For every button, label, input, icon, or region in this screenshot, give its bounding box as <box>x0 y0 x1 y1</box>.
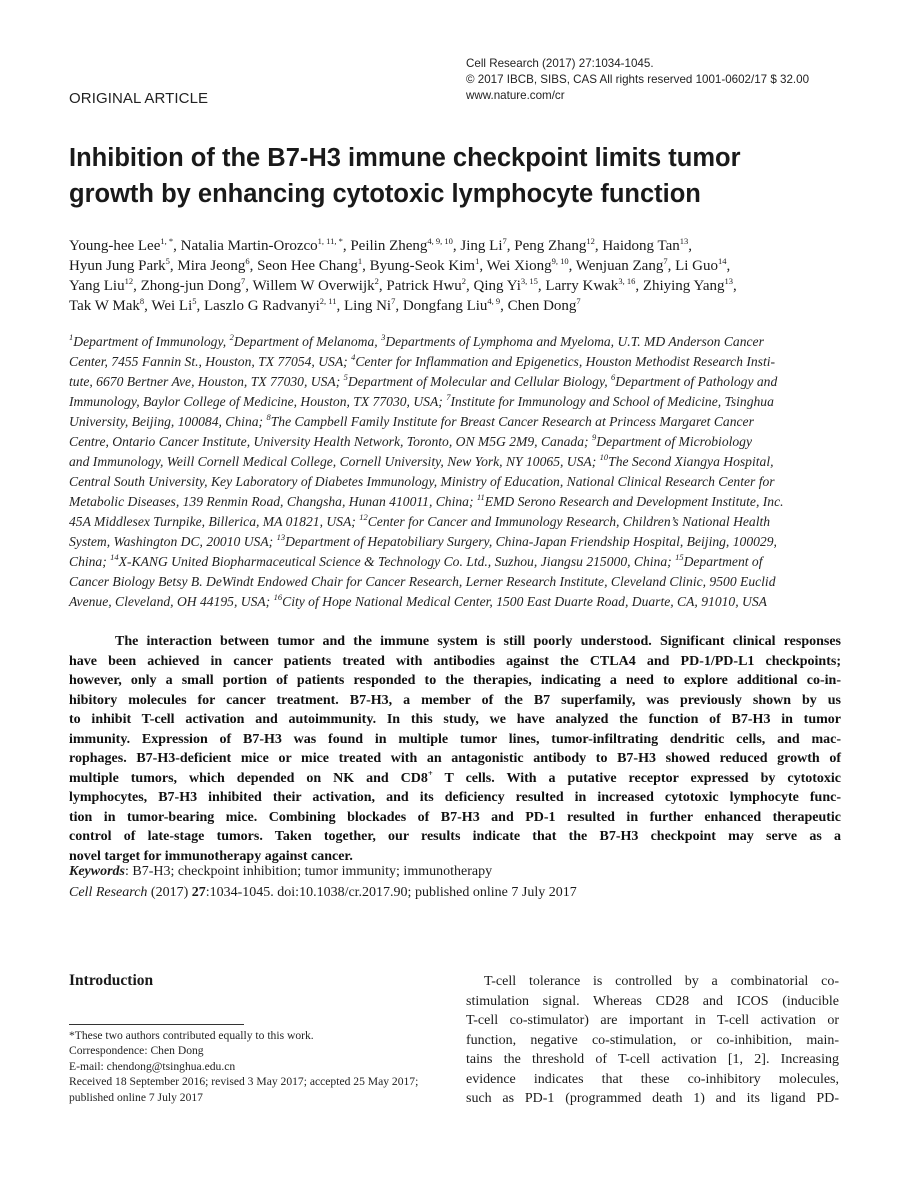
abstract-line: novel target for immunotherapy against cancer. <box>69 848 353 864</box>
author-line <box>69 296 859 316</box>
affiliation-text: tute, 6670 Bertner Ave, Houston, TX 77030, USA; <box>69 374 344 389</box>
author-affiliation-marker: 13 <box>724 276 733 286</box>
author-affiliation-marker: 1, * <box>160 236 174 246</box>
author-name: Tak W Mak <box>69 298 140 314</box>
author-name: , Peng Zhang <box>506 238 587 254</box>
author-name: Yang Liu <box>69 278 125 294</box>
author-affiliation-marker: 3, 15 <box>520 276 538 286</box>
abstract <box>69 632 841 866</box>
author-name: , Wenjuan Zang <box>568 258 664 274</box>
author-affiliation-marker: 7 <box>241 276 246 286</box>
affiliation-text: Central South University, Key Laboratory of Diabetes Immunology, Ministry of Education, National Clinical Research Center for <box>69 474 775 489</box>
author-name: , Willem W Overwijk <box>245 278 375 294</box>
author-name: , Chen Dong <box>500 298 577 314</box>
affiliation-line <box>69 392 849 412</box>
keywords-text: : B7-H3; checkpoint inhibition; tumor immunity; immunotherapy <box>125 864 493 879</box>
affiliation-marker: 10 <box>599 452 609 462</box>
intro-line: function, negative co-stimulation, or co-inhibition, main- <box>466 1032 839 1048</box>
intro-line: stimulation signal. Whereas CD28 and ICOS (inducible <box>466 993 839 1009</box>
author-name: , Zhiying Yang <box>635 278 725 294</box>
affiliations <box>69 332 849 612</box>
affiliation-line <box>69 572 849 592</box>
journal-citation-line: Cell Research (2017) 27:1034-1045. <box>466 57 654 70</box>
affiliation-text: Center for Cancer and Immunology Research, Children’s National Health <box>367 514 771 529</box>
affiliation-line <box>69 432 849 452</box>
affiliation-line <box>69 372 849 392</box>
affiliation-marker: 9 <box>591 432 597 442</box>
affiliation-line <box>69 492 849 512</box>
affiliation-line <box>69 532 849 552</box>
article-title <box>69 140 859 212</box>
affiliation-line <box>69 412 849 432</box>
affiliation-line <box>69 592 849 612</box>
citation-rest: :1034-1045. doi:10.1038/cr.2017.90; published online 7 July 2017 <box>205 885 577 900</box>
citation-year: (2017) <box>147 885 192 900</box>
abstract-text: T cells. With a putative receptor expressed by cytotoxic <box>432 770 841 786</box>
affiliation-line <box>69 552 849 572</box>
author-name: , Patrick Hwu <box>378 278 462 294</box>
affiliation-text: and Immunology, Weill Cornell Medical College, Cornell University, New York, NY 10065, USA; <box>69 454 600 469</box>
affiliation-text: Department of <box>683 554 763 569</box>
affiliation-text: Center, 7455 Fannin St., Houston, TX 77054, USA; <box>69 354 352 369</box>
author-name: , Natalia Martin-Orozco <box>173 238 318 254</box>
affiliation-text: X-KANG United Biopharmaceutical Science & Technology Co. Ltd., Suzhou, Jiangsu 215000, China; <box>118 554 676 569</box>
affiliation-text: Department of Pathology and <box>615 374 778 389</box>
superscript: + <box>427 767 433 778</box>
keywords-label: Keywords <box>69 864 125 879</box>
author-affiliation-marker: 3, 16 <box>618 276 636 286</box>
author-line <box>69 276 859 296</box>
affiliation-line <box>69 352 849 372</box>
affiliation-marker: 8 <box>266 412 271 422</box>
author-name: , Wei Li <box>144 298 193 314</box>
author-name: , Larry Kwak <box>537 278 619 294</box>
affiliation-text: Department of Microbiology <box>596 434 753 449</box>
affiliation-marker: 5 <box>343 372 348 382</box>
affiliation-text: Cancer Biology Betsy B. DeWindt Endowed Chair for Cancer Research, Lerner Research Institute, Cleveland Clinic, 9500 Euclid <box>69 574 776 589</box>
affiliation-marker: 12 <box>359 512 368 522</box>
affiliation-marker: 3 <box>381 332 386 342</box>
footnote-divider <box>69 1024 244 1025</box>
author-affiliation-marker: 2 <box>461 276 467 286</box>
author-affiliation-marker: 7 <box>663 256 668 266</box>
abstract-line: hibitory molecules for cancer treatment. B7-H3, a member of the B7 superfamily, was previously shown by us <box>69 692 841 708</box>
author-affiliation-marker: 2, 11 <box>319 296 337 306</box>
intro-line: T-cell tolerance is controlled by a combinatorial co- <box>484 974 839 989</box>
intro-line: tains the threshold of T-cell activation [1, 2]. Increasing <box>466 1052 839 1067</box>
author-name: , Ling Ni <box>336 298 392 314</box>
author-affiliation-marker: 4, 9, 10 <box>427 236 453 246</box>
author-affiliation-marker: 2 <box>374 276 379 286</box>
author-affiliation-marker: 1, 11, * <box>317 236 343 246</box>
affiliation-text: Department of Melanoma, <box>233 334 382 349</box>
affiliation-line <box>69 472 849 492</box>
section-heading-introduction: Introduction <box>69 972 154 989</box>
author-name: , Dongfang Liu <box>395 298 488 314</box>
author-affiliation-marker: 1 <box>357 256 363 266</box>
author-name: , Seon Hee Chang <box>249 258 358 274</box>
author-affiliation-marker: 7 <box>576 296 581 306</box>
affiliation-text: Center for Inflammation and Epigenetics, Houston Methodist Research Insti- <box>355 354 776 369</box>
author-name: , Li Guo <box>667 258 718 274</box>
affiliation-marker: 1 <box>69 332 74 342</box>
abstract-line: immunity. Expression of B7-H3 was found in multiple tumor lines, tumor-infiltrating dendritic cells, and mac- <box>69 731 841 747</box>
footnote-equal-contribution: *These two authors contributed equally to this work. <box>69 1029 314 1042</box>
intro-line: evidence indicates that these co-inhibitory molecules, <box>466 1071 839 1087</box>
footnote-correspondence: Correspondence: Chen Dong <box>69 1044 204 1058</box>
abstract-line: have been achieved in cancer patients treated with antibodies against the CTLA4 and PD-1/PD-L1 checkpoints; <box>69 653 841 669</box>
author-name: , Byung-Seok Kim <box>362 258 476 274</box>
journal-metadata <box>466 56 886 104</box>
affiliation-text: Metabolic Diseases, 139 Renmin Road, Changsha, Hunan 410011, China; <box>69 494 477 509</box>
title-line: Inhibition of the B7-H3 immune checkpoint limits tumor <box>69 144 741 172</box>
author-name: , <box>733 278 737 294</box>
affiliation-text: Departments of Lymphoma and Myeloma, U.T. MD Anderson Cancer <box>385 334 764 349</box>
affiliation-text: The Second Xiangya Hospital, <box>608 454 774 469</box>
author-line <box>69 256 859 276</box>
affiliation-text: China; <box>69 554 111 569</box>
affiliation-line <box>69 332 849 352</box>
affiliation-marker: 6 <box>611 372 616 382</box>
author-name: , <box>726 258 731 274</box>
affiliation-text: University, Beijing, 100084, China; <box>69 414 267 429</box>
author-name: , Qing Yi <box>466 278 521 294</box>
article-type-label: ORIGINAL ARTICLE <box>69 90 209 107</box>
intro-line: such as PD-1 (programmed death 1) and its ligand PD- <box>466 1091 839 1106</box>
author-affiliation-marker: 8 <box>139 296 145 306</box>
affiliation-line <box>69 512 849 532</box>
author-affiliation-marker: 7 <box>502 236 507 246</box>
affiliation-text: Department of Molecular and Cellular Biology, <box>347 374 612 389</box>
author-name: Young-hee Lee <box>69 238 161 254</box>
author-affiliation-marker: 5 <box>165 256 170 266</box>
author-affiliation-marker: 12 <box>124 276 134 286</box>
citation-volume: 27 <box>191 885 206 900</box>
affiliation-marker: 4 <box>351 352 356 362</box>
affiliation-text: Institute for Immunology and School of Medicine, Tsinghua <box>450 394 774 409</box>
author-name: , Wei Xiong <box>479 258 552 274</box>
article-citation <box>69 883 577 903</box>
affiliation-marker: 2 <box>229 332 234 342</box>
author-name: , Laszlo G Radvanyi <box>196 298 320 314</box>
affiliation-marker: 15 <box>675 552 684 562</box>
affiliation-text: 45A Middlesex Turnpike, Billerica, MA 01821, USA; <box>69 514 360 529</box>
abstract-line: tion in tumor-bearing mice. Combining blockades of B7-H3 and PD-1 resulted in further enhanced therapeutic <box>69 809 841 825</box>
abstract-line: however, only a small portion of patients responded to the therapies, indicating a need to explore additional co-in- <box>69 673 841 688</box>
abstract-line: rophages. B7-H3-deficient mice or mice treated with an antagonistic antibody to B7-H3 showed reduced growth of <box>69 751 841 766</box>
author-name: , <box>688 238 693 254</box>
author-affiliation-marker: 14 <box>718 256 727 266</box>
affiliation-text: Department of Hepatobiliary Surgery, China-Japan Friendship Hospital, Beijing, 100029, <box>285 534 777 549</box>
affiliation-text: The Campbell Family Institute for Breast Cancer Research at Princess Margaret Cancer <box>270 414 754 429</box>
footnotes <box>69 1028 449 1105</box>
affiliation-marker: 13 <box>276 532 286 542</box>
abstract-line: to inhibit T-cell activation and autoimmunity. In this study, we have analyzed the function of B7-H3 in tumor <box>69 712 841 727</box>
author-affiliation-marker: 9, 10 <box>551 256 569 266</box>
title-line: growth by enhancing cytotoxic lymphocyte function <box>69 180 701 208</box>
author-affiliation-marker: 4, 9 <box>487 296 501 306</box>
copyright-line: © 2017 IBCB, SIBS, CAS All rights reserved 1001-0602/17 $ 32.00 <box>466 73 810 86</box>
author-name: , Zhong-jun Dong <box>133 278 241 294</box>
author-line <box>69 236 859 256</box>
introduction-body <box>466 972 839 1109</box>
affiliation-text: Immunology, Baylor College of Medicine, Houston, TX 77030, USA; <box>69 394 447 409</box>
affiliation-text: System, Washington DC, 20010 USA; <box>69 534 277 549</box>
affiliation-marker: 11 <box>476 492 485 502</box>
affiliation-text: Centre, Ontario Cancer Institute, University Health Network, Toronto, ON M5G 2M9, Canada; <box>69 434 592 449</box>
abstract-line: lymphocytes, B7-H3 inhibited their activation, and its deficiency resulted in increased cytotoxic lymphocyte func- <box>69 790 841 805</box>
author-affiliation-marker: 5 <box>192 296 197 306</box>
author-affiliation-marker: 12 <box>586 236 595 246</box>
affiliation-text: Avenue, Cleveland, OH 44195, USA; <box>69 594 274 609</box>
author-name: , Mira Jeong <box>169 258 246 274</box>
abstract-line <box>69 769 841 789</box>
footnote-published: published online 7 July 2017 <box>69 1090 203 1104</box>
citation-journal: Cell Research <box>69 885 148 900</box>
abstract-line: control of late-stage tumors. Taken together, our results indicate that the B7-H3 checkpoint may serve as a <box>69 829 841 844</box>
author-affiliation-marker: 6 <box>245 256 250 266</box>
affiliation-text: City of Hope National Medical Center, 1500 East Duarte Road, Duarte, CA, 91010, USA <box>282 594 767 609</box>
author-name: Hyun Jung Park <box>69 258 166 274</box>
affiliation-line <box>69 452 849 472</box>
keywords <box>69 862 492 882</box>
author-name: , Peilin Zheng <box>342 238 428 254</box>
author-affiliation-marker: 1 <box>475 256 480 266</box>
abstract-text: multiple tumors, which depended on NK and CD8 <box>69 770 428 786</box>
author-name: , Jing Li <box>452 238 503 254</box>
abstract-line: The interaction between tumor and the immune system is still poorly understood. Significant clinical responses <box>115 634 841 649</box>
author-list <box>69 236 859 316</box>
footnote-email[interactable]: E-mail: chendong@tsinghua.edu.cn <box>69 1059 236 1073</box>
journal-url[interactable]: www.nature.com/cr <box>466 89 565 102</box>
affiliation-text: Department of Immunology, <box>73 334 230 349</box>
affiliation-marker: 14 <box>110 552 119 562</box>
author-affiliation-marker: 13 <box>679 236 689 246</box>
author-name: , Haidong Tan <box>594 238 680 254</box>
affiliation-text: EMD Serono Research and Development Institute, Inc. <box>484 494 784 509</box>
affiliation-marker: 7 <box>446 392 451 402</box>
intro-line: T-cell co-stimulator) are important in T-cell activation or <box>466 1013 839 1028</box>
affiliation-marker: 16 <box>273 592 283 602</box>
footnote-received: Received 18 September 2016; revised 3 May 2017; accepted 25 May 2017; <box>69 1075 419 1089</box>
author-affiliation-marker: 7 <box>391 296 396 306</box>
